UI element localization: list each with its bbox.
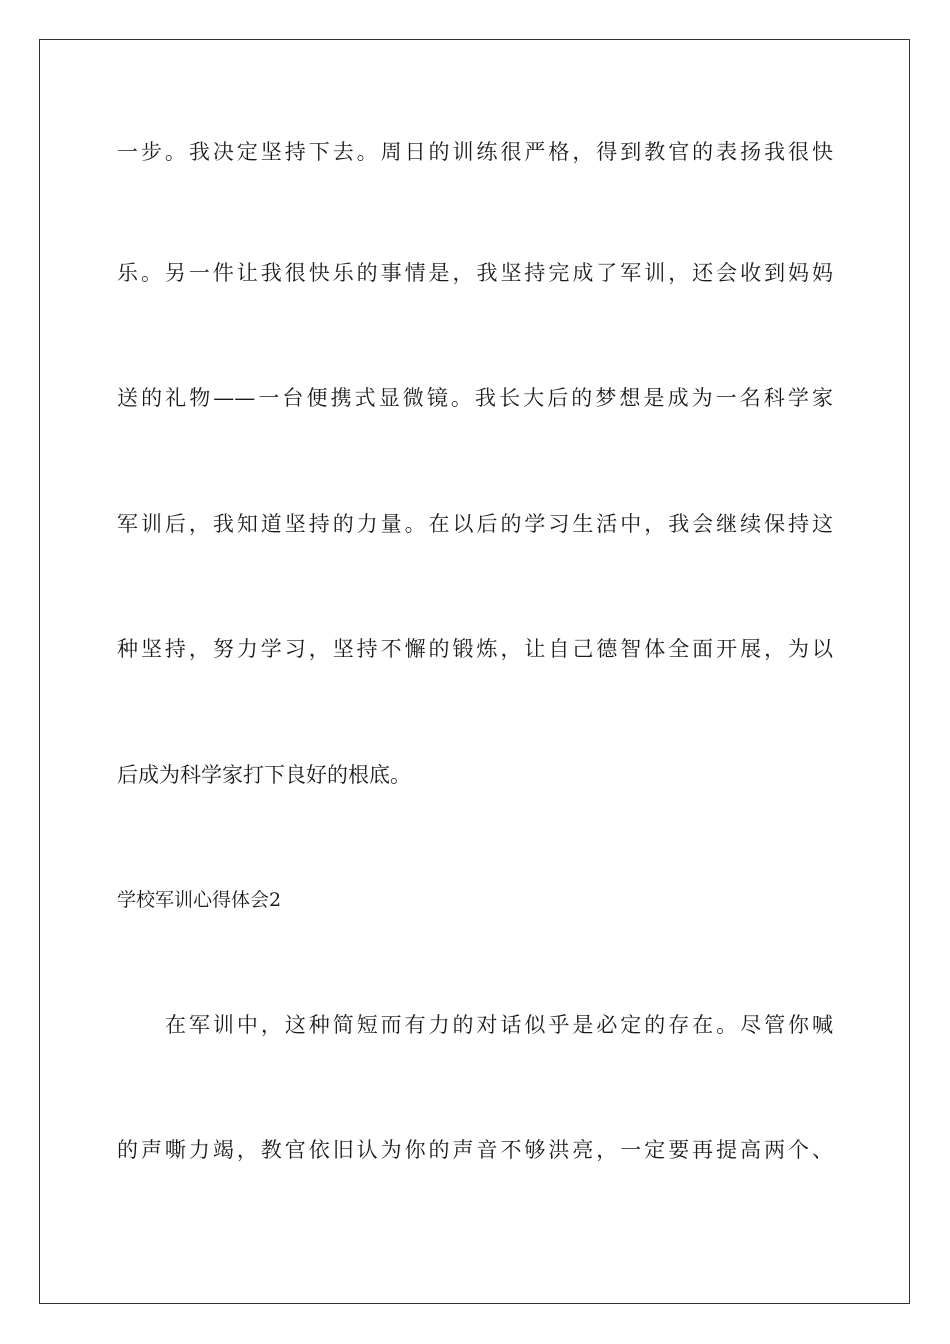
body-text-line: 一步。我决定坚持下去。周日的训练很严格，得到教官的表扬我很快 bbox=[117, 140, 833, 164]
body-text-line: 送的礼物——一台便携式显微镜。我长大后的梦想是成为一名科学家 bbox=[117, 386, 833, 410]
body-text-line: 的声嘶力竭，教官依旧认为你的声音不够洪亮，一定要再提高两个、 bbox=[117, 1138, 833, 1162]
body-text-line: 种坚持，努力学习，坚持不懈的锻炼，让自己德智体全面开展，为以 bbox=[117, 637, 833, 661]
body-text-line: 在军训中，这种简短而有力的对话似乎是必定的存在。尽管你喊 bbox=[165, 1013, 833, 1037]
section-heading: 学校军训心得体会2 bbox=[117, 889, 282, 911]
body-text-line: 军训后，我知道坚持的力量。在以后的学习生活中，我会继续保持这 bbox=[117, 512, 833, 536]
page-border bbox=[39, 39, 910, 1304]
body-text-line: 乐。另一件让我很快乐的事情是，我坚持完成了军训，还会收到妈妈 bbox=[117, 261, 833, 285]
body-text-line: 后成为科学家打下良好的根底。 bbox=[117, 763, 411, 787]
